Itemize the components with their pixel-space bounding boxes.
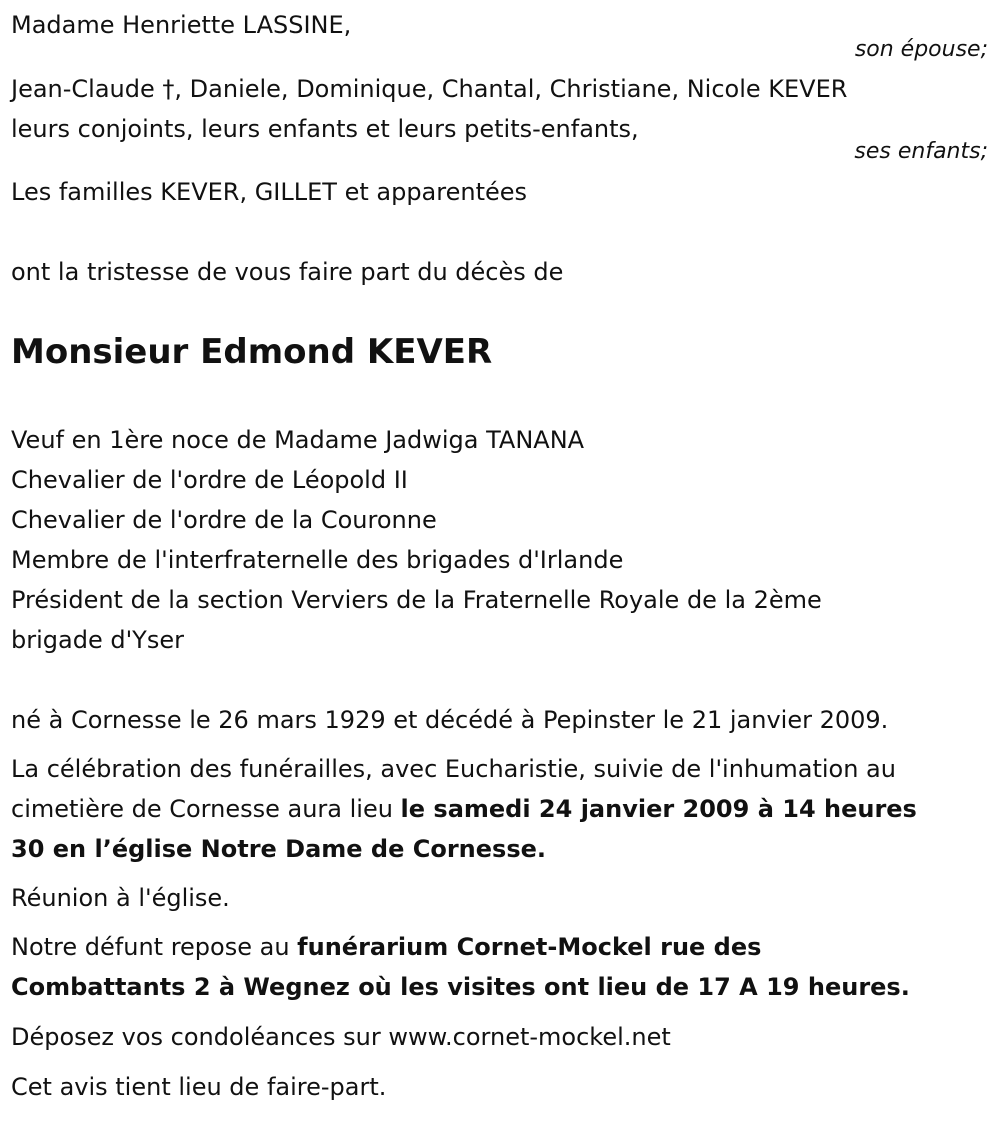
title-line: brigade d'Yser	[11, 626, 184, 654]
visit-details: Combattants 2 à Wegnez où les visites ont lieu de 17 A 19 heures.	[11, 973, 910, 1001]
funeral-place: 30 en l’église Notre Dame de Cornesse.	[11, 835, 546, 863]
title-line: Chevalier de l'ordre de Léopold II	[11, 466, 408, 494]
condolences-line: Déposez vos condoléances sur www.cornet-mockel.net	[11, 1023, 671, 1051]
announcement: ont la tristesse de vous faire part du décès de	[11, 258, 564, 286]
repose-line	[11, 932, 761, 962]
funeral-line: La célébration des funérailles, avec Eucharistie, suivie de l'inhumation au	[11, 755, 896, 783]
title-line: Chevalier de l'ordre de la Couronne	[11, 506, 437, 534]
spouse-role: son épouse;	[854, 37, 988, 62]
cross-icon: †	[162, 75, 175, 103]
funeral-text: cimetière de Cornesse aura lieu	[11, 795, 401, 823]
funeral-line	[11, 834, 546, 864]
funeral-line	[11, 794, 917, 824]
funerarium-name: funérarium Cornet-Mockel rue des	[297, 933, 762, 961]
children-first-name: Jean-Claude	[11, 75, 163, 103]
children-line-2: leurs conjoints, leurs enfants et leurs petits-enfants,	[11, 115, 639, 143]
repose-text: Notre défunt repose au	[11, 933, 298, 961]
title-line: Président de la section Verviers de la Fraternelle Royale de la 2ème	[11, 586, 822, 614]
children-other-names: , Daniele, Dominique, Chantal, Christiane, Nicole KEVER	[174, 75, 848, 103]
children-role: ses enfants;	[854, 139, 988, 164]
birth-death-line: né à Cornesse le 26 mars 1929 et décédé à Pepinster le 21 janvier 2009.	[11, 706, 889, 734]
reunion-line: Réunion à l'église.	[11, 884, 230, 912]
spouse-line: Madame Henriette LASSINE,	[11, 11, 352, 39]
children-line	[11, 74, 847, 104]
closing-line: Cet avis tient lieu de faire-part.	[11, 1073, 387, 1101]
title-line: Membre de l'interfraternelle des brigades d'Irlande	[11, 546, 624, 574]
repose-line	[11, 972, 910, 1002]
title-line: Veuf en 1ère noce de Madame Jadwiga TANANA	[11, 426, 585, 454]
deceased-name: Monsieur Edmond KEVER	[11, 332, 493, 372]
families-line: Les familles KEVER, GILLET et apparentées	[11, 178, 528, 206]
funeral-date: le samedi 24 janvier 2009 à 14 heures	[400, 795, 917, 823]
